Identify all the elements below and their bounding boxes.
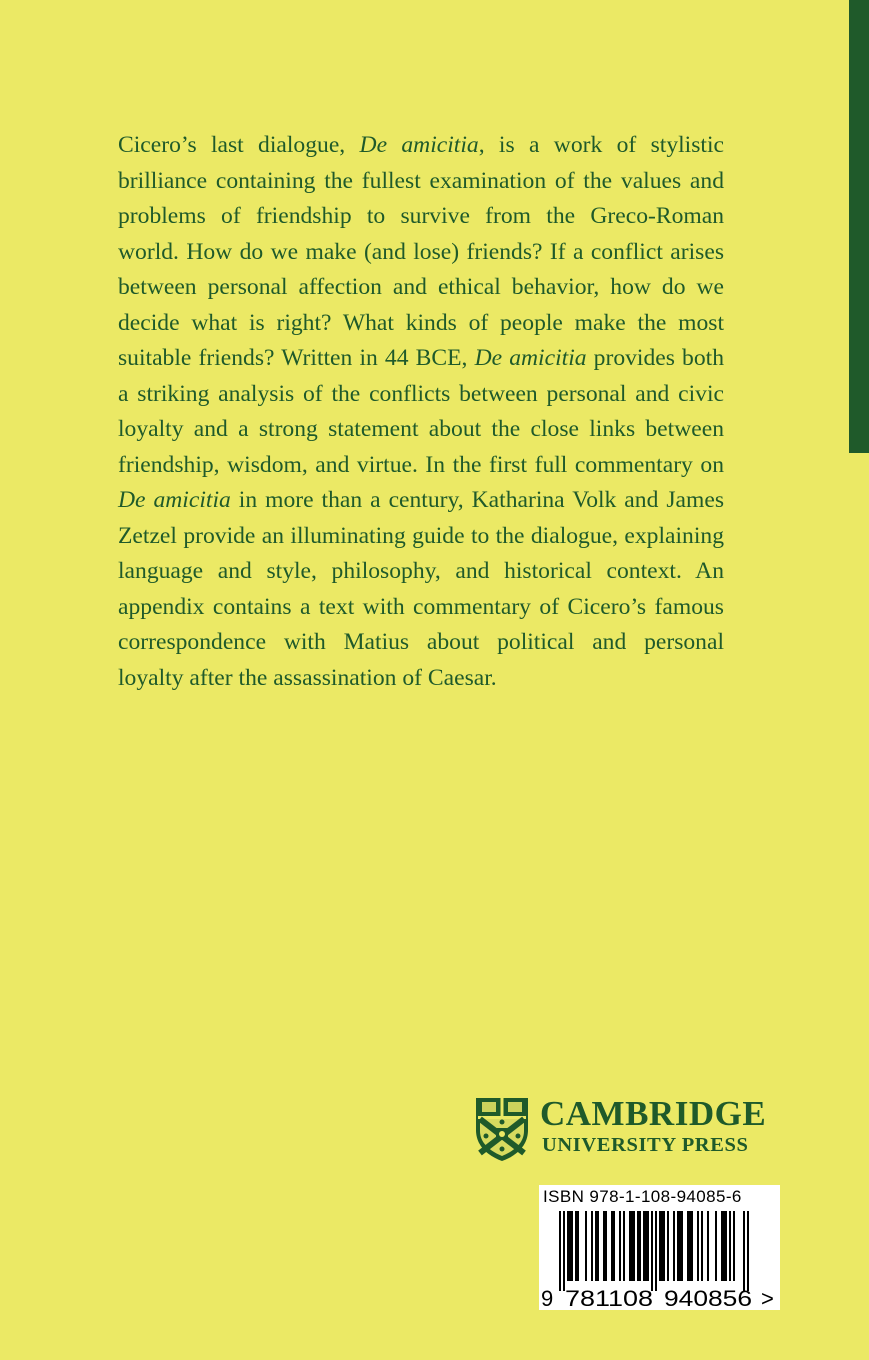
- cambridge-crest-icon: [474, 1096, 530, 1162]
- publisher-name: CAMBRIDGE: [540, 1094, 767, 1133]
- barcode-bar: [619, 1211, 621, 1281]
- barcode-bar: [611, 1211, 613, 1281]
- barcode-bar: [725, 1211, 727, 1281]
- barcode-bar: [643, 1211, 645, 1281]
- barcode-bar: [663, 1211, 665, 1281]
- barcode-bar: [723, 1211, 725, 1281]
- barcode-bar: [605, 1211, 607, 1281]
- barcode-bar: [567, 1211, 569, 1281]
- barcode-bar: [747, 1211, 749, 1291]
- barcode-bar: [591, 1211, 593, 1281]
- barcode-bar: [613, 1211, 615, 1281]
- barcode-bar: [647, 1211, 649, 1281]
- spine-color-strip: [849, 0, 869, 453]
- barcode-bar: [559, 1211, 561, 1291]
- barcode-bar: [639, 1211, 641, 1281]
- blurb-text-3: provides both a striking analysis of the conflicts between personal and civic loyalty and a strong statement about the close links between friendship, wisdom, and virtue. In the first full commentary on: [118, 345, 725, 478]
- blurb-text-2: , is a work of stylistic brilliance containing the fullest examination of the values and problems of friendship to survive from the Greco-Roman world. How do we make (and lose) friends? If a conflict arises between personal affection and ethical behavior, how do we decide what is right? What kinds of people make the most suitable friends? Written in 44 BCE,: [118, 132, 725, 371]
- publisher-logo: [474, 1096, 784, 1166]
- barcode-bar: [655, 1211, 657, 1291]
- barcode-lead-digit: 9: [541, 1286, 554, 1310]
- barcode-bar: [585, 1211, 587, 1281]
- barcode-bar: [733, 1211, 735, 1281]
- barcode-bar: [743, 1211, 745, 1291]
- barcode-bar: [679, 1211, 681, 1281]
- barcode-bar: [603, 1211, 605, 1281]
- barcode-bar: [677, 1211, 679, 1281]
- barcode-bar: [645, 1211, 647, 1281]
- barcode-bar: [595, 1211, 597, 1281]
- barcode-bar: [707, 1211, 709, 1281]
- book-title-italic-3: De amicitia: [118, 487, 231, 513]
- blurb-text-4: in more than a century, Katharina Volk and James Zetzel provide an illuminating guide to the dialogue, explaining language and style, philosophy, and historical context. An appendix contains a text with commentary of Cicero’s famous correspondence with Matius about political and personal loyalty after the assassination of Caesar.: [118, 487, 724, 691]
- barcode-bar: [575, 1211, 577, 1281]
- barcode-bar: [633, 1211, 635, 1281]
- barcode-bar: [571, 1211, 573, 1281]
- barcode-bar: [631, 1211, 633, 1281]
- book-title-italic-1: De amicitia: [359, 132, 479, 158]
- barcode-bar: [681, 1211, 683, 1281]
- barcode-bar: [629, 1211, 631, 1281]
- barcode-bar: [577, 1211, 579, 1281]
- barcode-bar: [721, 1211, 723, 1281]
- barcode-bar: [659, 1211, 661, 1281]
- barcode-left-digits: 781108: [565, 1286, 653, 1310]
- barcode-bar: [691, 1211, 693, 1281]
- barcode-bar: [563, 1211, 565, 1291]
- barcode-bar: [623, 1211, 625, 1281]
- isbn-barcode: [539, 1185, 780, 1310]
- barcode-bar: [687, 1211, 689, 1281]
- barcode-bar: [715, 1211, 717, 1281]
- blurb-text-1: Cicero’s last dialogue,: [118, 132, 360, 158]
- barcode-bar: [697, 1211, 699, 1281]
- book-title-italic-2: De amicitia: [474, 345, 587, 371]
- barcode-bar: [661, 1211, 663, 1281]
- isbn-label: ISBN 978-1-108-94085-6: [543, 1187, 742, 1206]
- barcode-bar: [597, 1211, 599, 1281]
- barcode-quiet-mark: >: [761, 1286, 774, 1310]
- barcode-bar: [673, 1211, 675, 1281]
- publisher-subtitle: UNIVERSITY PRESS: [542, 1134, 749, 1156]
- barcode-bar: [701, 1211, 703, 1281]
- barcode-bar: [689, 1211, 691, 1281]
- back-cover-blurb: [118, 128, 724, 696]
- barcode-bar: [637, 1211, 639, 1281]
- barcode-right-digits: 940856: [664, 1286, 752, 1310]
- barcode-bar: [729, 1211, 731, 1281]
- barcode-bar: [651, 1211, 653, 1291]
- barcode-bar: [569, 1211, 571, 1281]
- barcode-bar: [667, 1211, 669, 1281]
